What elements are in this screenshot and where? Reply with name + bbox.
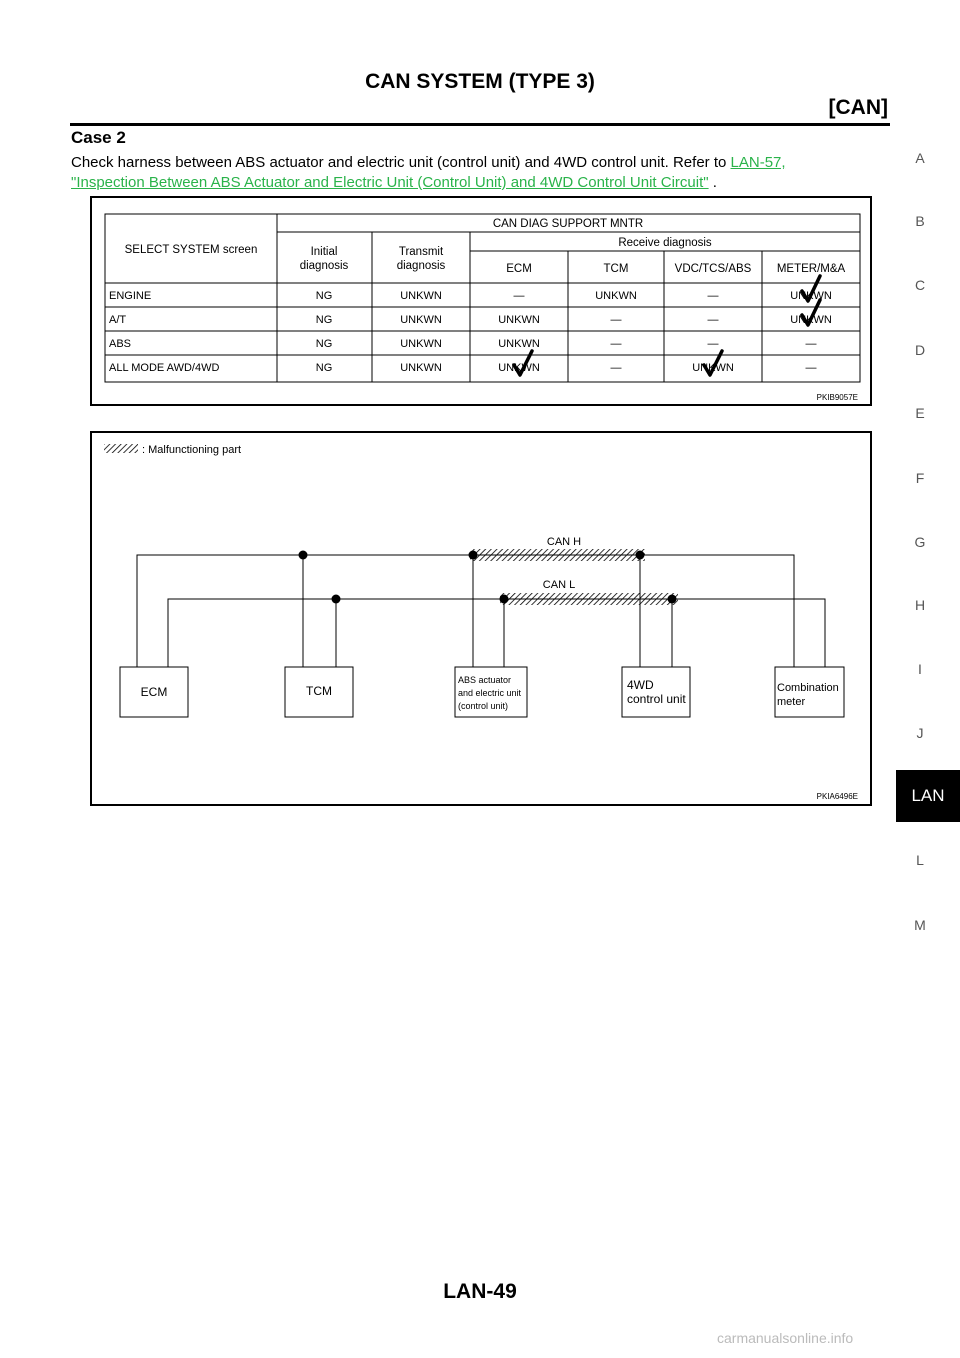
receive-header: Receive diagnosis	[618, 237, 712, 249]
can-h-label: CAN H	[546, 536, 582, 548]
page-title: CAN SYSTEM (TYPE 3)	[365, 70, 595, 93]
row-system: ABS	[109, 338, 132, 350]
cell-meter: UNKWN	[790, 290, 832, 302]
cell-vdc: UNKWN	[692, 362, 734, 374]
page-number: LAN-49	[443, 1280, 517, 1303]
cell-transmit: UNKWN	[400, 290, 442, 302]
meter-label-line2: meter	[777, 696, 806, 708]
cell-ecm: UNKWN	[498, 338, 540, 350]
junction-dot	[332, 595, 341, 604]
cell-initial: NG	[315, 338, 333, 350]
diagnosis-table-figure	[90, 196, 872, 406]
junction-dot	[299, 551, 308, 560]
cell-initial: NG	[315, 314, 333, 326]
cell-tcm: —	[610, 338, 622, 350]
can-l-label: CAN L	[542, 579, 576, 591]
cell-initial: NG	[315, 362, 333, 374]
malfunction-legend-swatch	[104, 444, 138, 453]
cell-vdc: —	[707, 338, 719, 350]
fourwd-label-line2: control unit	[627, 692, 686, 706]
figure-code: PKIA6496E	[816, 792, 858, 801]
side-tab-d[interactable]: D	[914, 342, 926, 358]
abs-label-line2: and electric unit	[458, 688, 522, 698]
cell-ecm: —	[513, 290, 525, 302]
cell-transmit: UNKWN	[400, 362, 442, 374]
meter-label-line1: Combination	[777, 682, 839, 694]
side-tab-j[interactable]: J	[916, 725, 924, 741]
initial-header-1: Initial	[310, 246, 338, 258]
cell-initial: NG	[315, 290, 333, 302]
side-tab-h[interactable]: H	[914, 597, 926, 613]
watermark: carmanualsonline.info	[717, 1330, 854, 1346]
receive-col-meter: METER/M&A	[776, 263, 846, 275]
receive-col-ecm: ECM	[506, 263, 532, 275]
figure-code: PKIB9057E	[816, 393, 858, 402]
select-system-header: SELECT SYSTEM screen	[124, 244, 258, 256]
can-circuit-figure	[90, 431, 872, 806]
side-tab-l[interactable]: L	[916, 852, 924, 868]
cell-transmit: UNKWN	[400, 338, 442, 350]
abs-label-line1: ABS actuator	[458, 675, 512, 685]
side-tab-e[interactable]: E	[915, 405, 925, 421]
side-tab-c[interactable]: C	[914, 277, 926, 293]
cell-tcm: —	[610, 314, 622, 326]
reference-link-page[interactable]: LAN-57,	[730, 154, 786, 171]
side-tab-f[interactable]: F	[915, 470, 925, 486]
cell-ecm: UNKWN	[498, 362, 540, 374]
intro-paragraph	[71, 153, 901, 193]
fourwd-label-line1: 4WD	[627, 678, 654, 692]
row-system: A/T	[109, 314, 127, 326]
intro-text: Check harness between ABS actuator and electric unit (control unit) and 4WD control unit. Refer to	[71, 154, 727, 171]
cell-transmit: UNKWN	[400, 314, 442, 326]
cell-meter: —	[805, 338, 817, 350]
cell-tcm: UNKWN	[595, 290, 637, 302]
junction-dot	[668, 595, 677, 604]
side-tab-a[interactable]: A	[915, 150, 925, 166]
cell-vdc: —	[707, 314, 719, 326]
side-tab-i[interactable]: I	[918, 661, 922, 677]
side-tab-g[interactable]: G	[914, 534, 926, 550]
case-heading: Case 2	[71, 128, 126, 147]
row-system: ENGINE	[109, 290, 152, 302]
cell-meter: UNKWN	[790, 314, 832, 326]
junction-dot	[636, 551, 645, 560]
side-tab-lan-active[interactable]: LAN	[896, 770, 960, 822]
can-h-line	[137, 555, 794, 667]
cell-tcm: —	[610, 362, 622, 374]
can-circuit-diagram	[92, 433, 870, 804]
support-header: CAN DIAG SUPPORT MNTR	[492, 218, 644, 230]
abs-label-line3: (control unit)	[458, 701, 509, 711]
reference-link-title[interactable]: "Inspection Between ABS Actuator and Electric Unit (Control Unit) and 4WD Control Unit Circuit"	[71, 174, 709, 191]
transmit-header-2: diagnosis	[396, 260, 446, 272]
header-rule	[70, 123, 890, 126]
initial-header-2: diagnosis	[299, 260, 349, 272]
side-tab-b[interactable]: B	[915, 213, 925, 229]
ecm-label: ECM	[140, 685, 168, 699]
diagnosis-table	[92, 198, 870, 404]
intro-tail: .	[712, 174, 717, 191]
tcm-label: TCM	[306, 684, 332, 698]
receive-col-tcm: TCM	[603, 263, 629, 275]
row-system: ALL MODE AWD/4WD	[109, 362, 220, 374]
cell-meter: —	[805, 362, 817, 374]
section-label: [CAN]	[828, 96, 888, 119]
receive-col-vdc: VDC/TCS/ABS	[674, 263, 752, 275]
junction-dot	[500, 595, 509, 604]
junction-dot	[469, 551, 478, 560]
cell-vdc: —	[707, 290, 719, 302]
transmit-header-1: Transmit	[398, 246, 444, 258]
cell-ecm: UNKWN	[498, 314, 540, 326]
side-tab-m[interactable]: M	[914, 917, 926, 933]
malfunction-legend-label: : Malfunctioning part	[142, 444, 242, 456]
